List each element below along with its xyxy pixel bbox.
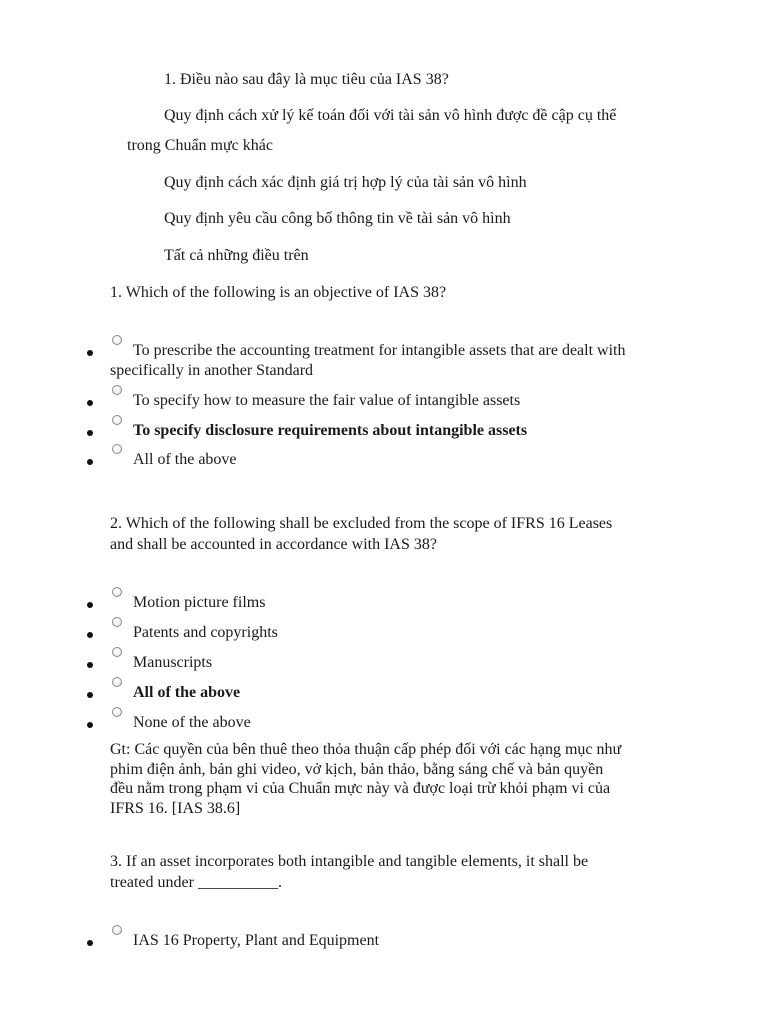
vn-option-3: Quy định yêu cầu công bố thông tin về tài sản vô hình: [164, 210, 511, 227]
q2-option-3[interactable]: [0, 647, 768, 677]
bullet-icon: [87, 430, 93, 436]
q2-option-2-label: Patents and copyrights: [133, 624, 278, 641]
radio-button-icon[interactable]: [112, 617, 122, 627]
q3-option-1-label: IAS 16 Property, Plant and Equipment: [133, 932, 380, 949]
q2-option-4-label: All of the above: [133, 684, 241, 701]
q1-option-2[interactable]: [0, 385, 768, 415]
radio-button-icon[interactable]: [112, 647, 122, 657]
bullet-icon: [87, 400, 93, 406]
radio-button-icon[interactable]: [112, 925, 122, 935]
q1-option-3[interactable]: [0, 415, 768, 445]
q2-option-1[interactable]: [0, 587, 768, 617]
radio-button-icon[interactable]: [112, 707, 122, 717]
vn-option-1-line2: trong Chuẩn mực khác: [127, 137, 273, 154]
vn-option-1-line1: Quy định cách xử lý kế toán đối với tài sản vô hình được đề cập cụ thể: [164, 107, 617, 124]
question-2-line1: 2. Which of the following shall be excluded from the scope of IFRS 16 Leases: [110, 515, 613, 532]
q2-explanation-line1: Gt: Các quyền của bên thuê theo thỏa thuận cấp phép đối với các hạng mục như: [110, 741, 622, 758]
bullet-icon: [87, 692, 93, 698]
radio-button-icon[interactable]: [112, 587, 122, 597]
radio-button-icon[interactable]: [112, 335, 122, 345]
q2-explanation-line4: IFRS 16. [IAS 38.6]: [110, 800, 241, 817]
vn-option-2: Quy định cách xác định giá trị hợp lý của tài sản vô hình: [164, 174, 527, 191]
q2-option-5-label: None of the above: [133, 714, 251, 731]
bullet-icon: [87, 722, 93, 728]
bullet-icon: [87, 940, 93, 946]
radio-button-icon[interactable]: [112, 444, 122, 454]
bullet-icon: [87, 459, 93, 465]
q1-option-4[interactable]: [0, 444, 768, 474]
bullet-icon: [87, 632, 93, 638]
question-2-line2: and shall be accounted in accordance with IAS 38?: [110, 536, 437, 553]
q1-option-1-label-cont: specifically in another Standard: [110, 362, 314, 379]
vn-option-4: Tất cả những điều trên: [164, 247, 309, 264]
question-3-line1: 3. If an asset incorporates both intangible and tangible elements, it shall be: [110, 853, 589, 870]
q1-option-1-label: To prescribe the accounting treatment for intangible assets that are dealt with: [133, 342, 626, 359]
q2-explanation-line3: đều nằm trong phạm vi của Chuẩn mực này và được loại trừ khỏi phạm vi của: [110, 780, 611, 797]
q1-option-3-label: To specify disclosure requirements about intangible assets: [133, 422, 528, 439]
q2-option-4[interactable]: [0, 677, 768, 707]
q2-option-2[interactable]: [0, 617, 768, 647]
q2-option-5[interactable]: [0, 707, 768, 737]
q1-option-4-label: All of the above: [133, 451, 237, 468]
bullet-icon: [87, 350, 93, 356]
q2-option-3-label: Manuscripts: [133, 654, 213, 671]
q2-explanation-line2: phim điện ảnh, bản ghi video, vở kịch, bản thảo, bằng sáng chế và bản quyền: [110, 761, 604, 778]
radio-button-icon[interactable]: [112, 415, 122, 425]
bullet-icon: [87, 602, 93, 608]
question-3-line2: treated under __________.: [110, 874, 282, 891]
q2-option-1-label: Motion picture films: [133, 594, 266, 611]
question-1-text: 1. Which of the following is an objective of IAS 38?: [110, 284, 447, 301]
q3-option-1[interactable]: [0, 925, 768, 955]
radio-button-icon[interactable]: [112, 385, 122, 395]
vn-question-title: 1. Điều nào sau đây là mục tiêu của IAS 38?: [164, 71, 449, 88]
q1-option-2-label: To specify how to measure the fair value of intangible assets: [133, 392, 521, 409]
bullet-icon: [87, 662, 93, 668]
radio-button-icon[interactable]: [112, 677, 122, 687]
